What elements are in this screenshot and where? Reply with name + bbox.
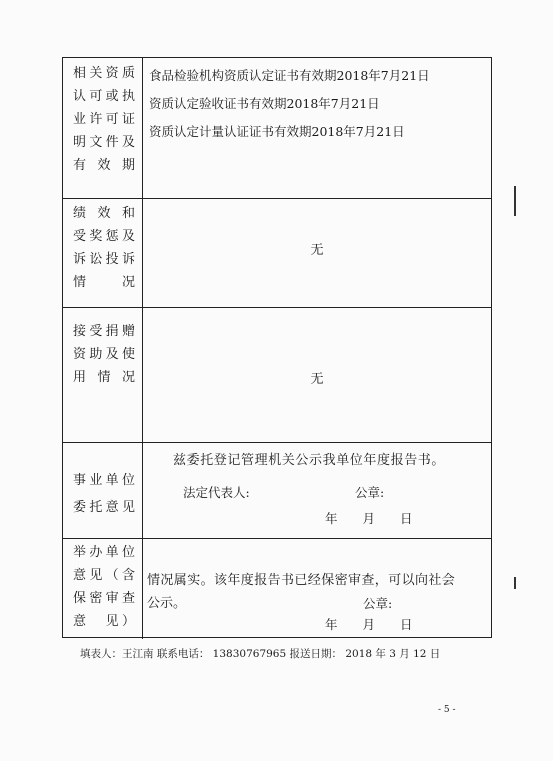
row-performance (63, 199, 491, 308)
label-line: 相关资质 (73, 66, 136, 81)
label-line: 举办单位 (73, 545, 136, 560)
value-text: 无 (310, 372, 324, 387)
sponsor-text: 情况属实。该年度报告书已经保密审查，可以向社会 (147, 573, 456, 588)
row-label (63, 539, 143, 639)
page-number: - 5 - (438, 705, 456, 715)
value-text: 无 (310, 243, 324, 258)
row-label (63, 58, 143, 198)
label-line: 事业单位 (73, 473, 136, 488)
label-line: 绩 效 和 (73, 206, 136, 221)
row-content (143, 58, 491, 198)
row-content (143, 539, 491, 639)
date-line: 年 月 日 (325, 617, 413, 632)
row-label (63, 443, 143, 538)
row-qualifications (63, 58, 491, 199)
binding-mark (514, 577, 516, 589)
label-line: 接受捐赠 (73, 324, 136, 339)
legal-rep-label: 法定代表人: (183, 485, 250, 500)
label-line: 明文件及 (73, 135, 136, 150)
row-content (143, 308, 491, 442)
row-content (143, 199, 491, 307)
row-label (63, 308, 143, 442)
row-label (63, 199, 143, 307)
label-line: 有 效 期 (73, 158, 136, 173)
row-donations (63, 308, 491, 443)
binding-mark (514, 186, 516, 216)
label-line: 保密审查 (73, 591, 136, 606)
row-content (143, 443, 491, 538)
footer-filler-info: 填表人：王江南 联系电话： 13830767965 报送日期： 2018 年 3 月 12 日 (80, 648, 441, 660)
label-line: 用 情 况 (73, 370, 136, 385)
certificate-line: 食品检验机构资质认定证书有效期2018年7月21日 (149, 68, 430, 83)
label-line: 受奖惩及 (73, 229, 136, 244)
seal-label: 公章: (355, 485, 385, 500)
label-line: 意 见） (73, 614, 136, 629)
seal-label: 公章: (363, 596, 393, 611)
sponsor-text: 公示。 (147, 596, 187, 611)
report-form-table (62, 57, 492, 638)
label-line: 业许可证 (73, 112, 136, 127)
label-line: 资助及使 (73, 347, 136, 362)
label-line: 认可或执 (73, 89, 136, 104)
label-line: 委托意见 (73, 500, 136, 515)
label-line: 诉讼投诉 (73, 252, 136, 267)
entrust-text: 兹委托登记管理机关公示我单位年度报告书。 (173, 453, 446, 468)
label-line: 情 况 (73, 275, 136, 290)
certificate-line: 资质认定计量认证证书有效期2018年7月21日 (149, 124, 405, 139)
row-entrust-opinion (63, 443, 491, 539)
row-sponsor-opinion (63, 539, 491, 639)
date-line: 年 月 日 (325, 511, 413, 526)
certificate-line: 资质认定验收证书有效期2018年7月21日 (149, 96, 380, 111)
label-line: 意见（含 (73, 568, 136, 583)
